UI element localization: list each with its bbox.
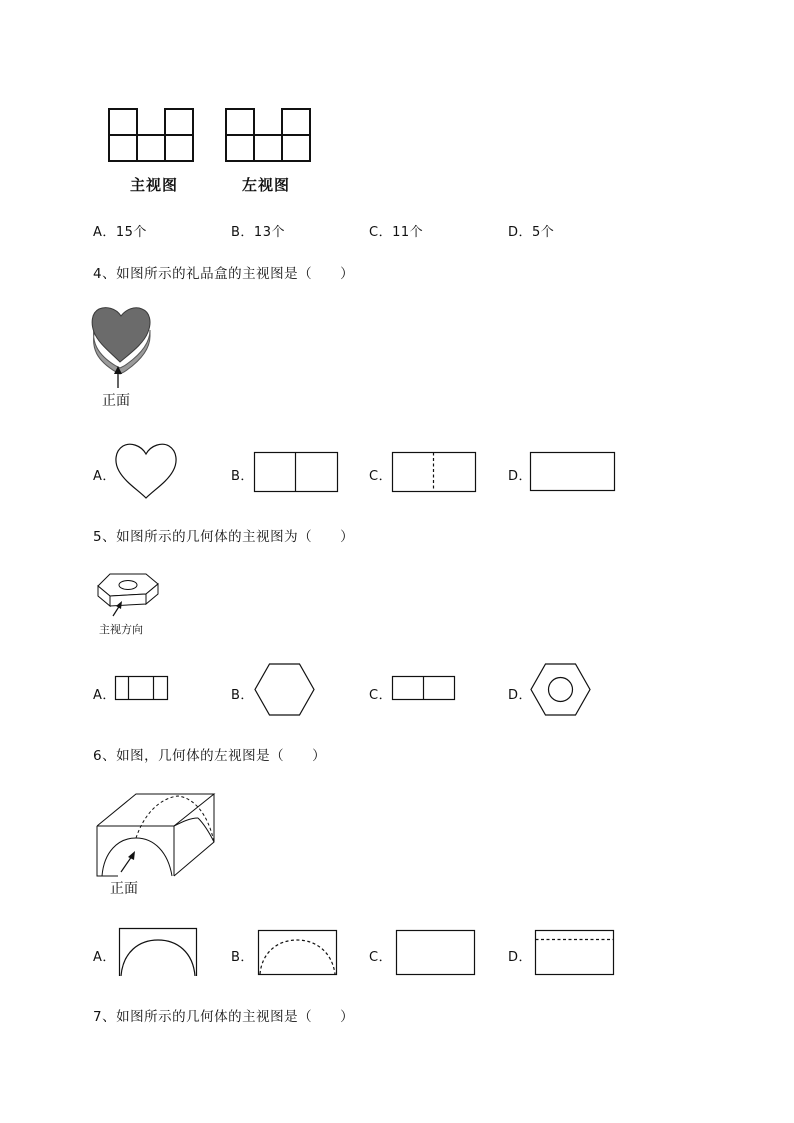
hexagon-with-circle-shape — [530, 663, 592, 717]
q6-figure-label: 正面 — [110, 881, 138, 897]
q3-option-a[interactable]: A．15个 — [93, 225, 147, 240]
q4-option-a[interactable]: A． — [93, 469, 116, 484]
rect-solid-divider-shape — [254, 452, 340, 494]
front-view-label: 主视图 — [130, 176, 179, 194]
rect-dashed-divider-shape — [392, 452, 478, 494]
front-view-grid — [108, 108, 198, 164]
q7-question: 7、如图所示的几何体的主视图是（ ） — [93, 1009, 355, 1025]
q4-figure-label: 正面 — [102, 393, 130, 409]
rect-with-dashed-line-shape — [535, 930, 617, 978]
q5-option-a[interactable]: A． — [93, 688, 116, 703]
q6-option-d[interactable]: D． — [508, 950, 533, 965]
q3-option-c[interactable]: C．11个 — [369, 225, 424, 240]
q3-option-b[interactable]: B．13个 — [231, 225, 285, 240]
q6-option-a[interactable]: A． — [93, 950, 116, 965]
left-view-grid — [225, 108, 315, 164]
rect-with-dashed-arch-shape — [258, 930, 340, 978]
hexagon-shape — [254, 663, 316, 717]
q5-option-c[interactable]: C． — [369, 688, 393, 703]
hex-nut-figure — [96, 570, 162, 620]
q5-question: 5、如图所示的几何体的主视图为（ ） — [93, 529, 355, 545]
plain-rect-shape-2 — [396, 930, 478, 978]
q6-option-b[interactable]: B． — [231, 950, 254, 965]
q4-option-b[interactable]: B． — [231, 469, 254, 484]
q4-question: 4、如图所示的礼品盒的主视图是（ ） — [93, 266, 355, 282]
q5-figure-label: 主视方向 — [99, 623, 143, 636]
left-view-label: 左视图 — [242, 176, 291, 194]
arch-solid-figure — [94, 792, 218, 880]
rect-with-solid-arch-shape — [119, 928, 199, 978]
q5-option-d[interactable]: D． — [508, 688, 533, 703]
q6-option-c[interactable]: C． — [369, 950, 393, 965]
q6-question: 6、如图，几何体的左视图是（ ） — [93, 748, 327, 764]
heart-outline-icon — [114, 442, 178, 500]
q5-option-b[interactable]: B． — [231, 688, 254, 703]
three-cell-rect-shape — [115, 676, 171, 702]
q4-option-c[interactable]: C． — [369, 469, 393, 484]
plain-rect-shape — [530, 452, 618, 494]
q3-option-d[interactable]: D．5个 — [508, 225, 555, 240]
q4-option-d[interactable]: D． — [508, 469, 533, 484]
two-cell-rect-shape — [392, 676, 458, 702]
gift-box-heart-figure — [90, 306, 156, 376]
